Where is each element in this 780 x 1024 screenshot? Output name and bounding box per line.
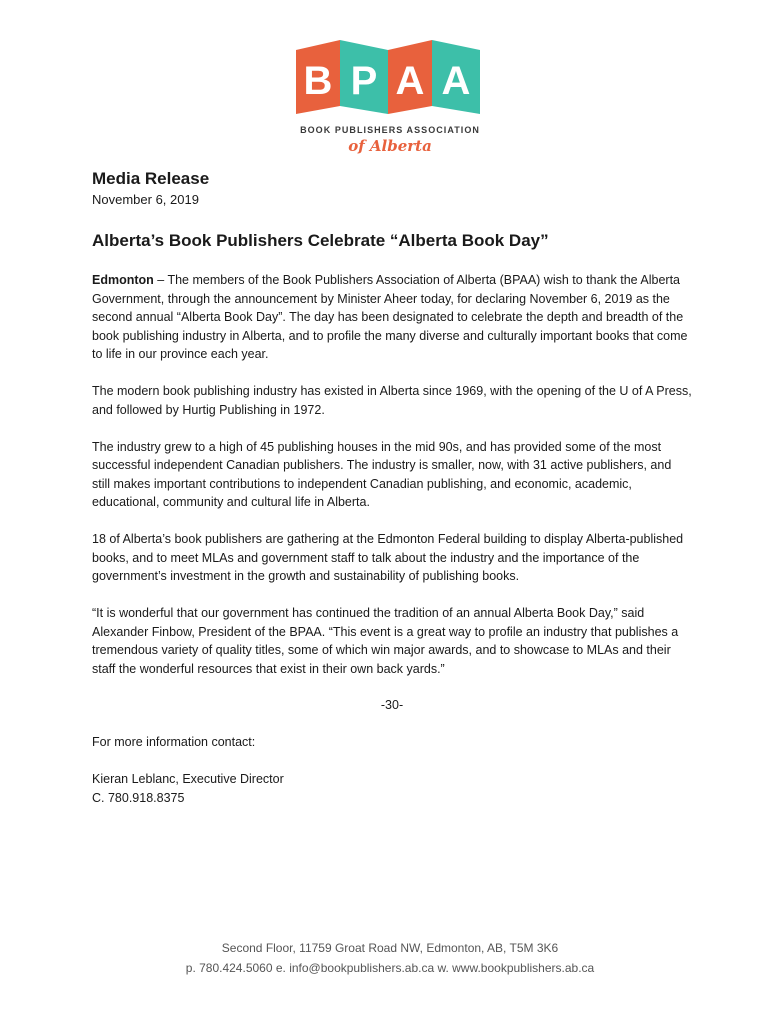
logo-letter-a2: A — [441, 59, 471, 103]
media-release-document — [92, 167, 692, 807]
logo-letter-a1: A — [395, 59, 425, 103]
dateline: Edmonton — [92, 273, 154, 287]
paragraph-intro-text: – The members of the Book Publishers Association of Alberta (BPAA) wish to thank the Alberta Government, through the announcement by Minister Aheer today, for declaring November 6, 2019 as the second annual “Alberta Book Day”. The day has been designated to celebrate the depth and breadth of the book publishing industry in Alberta, and to profile the many diverse and culturally important books that come to life in our province each year. — [92, 273, 688, 361]
footer-address: Second Floor, 11759 Groat Road NW, Edmonton, AB, T5M 3K6 — [221, 941, 559, 955]
bpaa-logo — [0, 0, 780, 160]
logo-of-alberta: of Alberta — [348, 137, 432, 155]
contact-name: Kieran Leblanc, Executive Director — [92, 772, 284, 786]
paragraph-quote: “It is wonderful that our government has continued the tradition of an annual Alberta Book Day,” said Alexander Finbow, President of the BPAA. “This event is a great way to profile an industry that publishes a tremendous variety of quality titles, some of which win major awards, and to showcase to MLAs and their staff the wonderful resources that exist in their own back yards.” — [92, 606, 679, 676]
release-label: Media Release — [92, 169, 210, 188]
paragraph-event: 18 of Alberta’s book publishers are gathering at the Edmonton Federal building to display Alberta-published books, and to meet MLAs and government staff to talk about the industry and the importance of the government’s investment in the growth and sustainability of publishing books. — [92, 532, 684, 583]
release-date: November 6, 2019 — [92, 192, 199, 207]
bpaa-logo-mark — [290, 40, 490, 120]
footer-contacts: p. 780.424.5060 e. info@bookpublishers.ab.ca w. www.bookpublishers.ab.ca — [185, 961, 595, 975]
paragraph-history: The modern book publishing industry has existed in Alberta since 1969, with the opening of the U of A Press, and followed by Hurtig Publishing in 1972. — [92, 384, 692, 417]
release-headline: Alberta’s Book Publishers Celebrate “Alberta Book Day” — [92, 231, 549, 250]
logo-letter-p: P — [350, 59, 378, 103]
paragraph-industry: The industry grew to a high of 45 publishing houses in the mid 90s, and has provided some of the most successful independent Canadian publishers. The industry is smaller, now, with 31 active publishers, and still makes important contributions to independent Canadian publishing, and economic, academic, educational, community and cultural life in Alberta. — [92, 439, 672, 509]
contact-intro: For more information contact: — [92, 735, 256, 749]
contact-phone: C. 780.918.8375 — [92, 790, 185, 805]
end-mark: -30- — [380, 698, 404, 712]
paragraph-intro — [92, 271, 692, 364]
logo-letter-b: B — [303, 59, 333, 103]
logo-association-name: BOOK PUBLISHERS ASSOCIATION — [300, 125, 480, 135]
